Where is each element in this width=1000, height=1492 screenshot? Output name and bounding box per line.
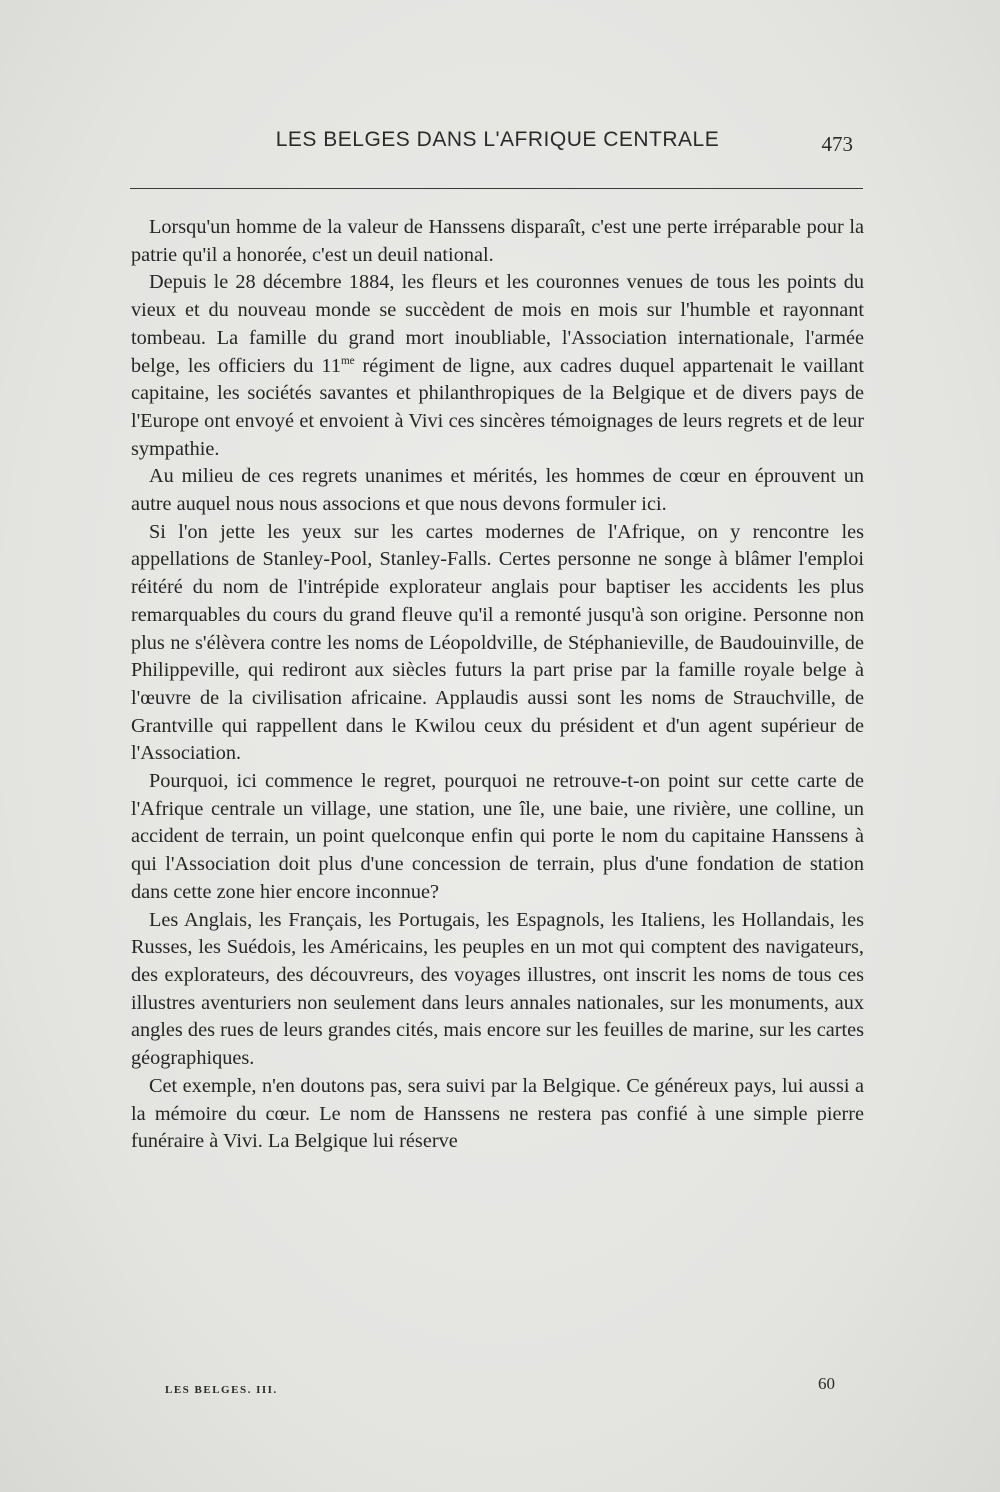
header-rule: [130, 188, 863, 189]
running-title: LES BELGES DANS L'AFRIQUE CENTRALE: [275, 128, 720, 151]
ordinal-superscript: me: [340, 354, 355, 367]
paragraph-7: Cet exemple, n'en doutons pas, sera suivi par la Belgique. Ce généreux pays, lui aussi a la mémoire du cœur. Le nom de Hanssens ne restera pas confié à une simple pierre funéraire à Vivi. La Belgique lui réserve: [131, 1074, 864, 1153]
sheet-number: 60: [818, 1374, 835, 1393]
paragraph-2-before: Depuis le 28 décembre 1884, les fleurs et les couronnes venues de tous les points du vieux et du nouveau monde se succèdent de mois en mois sur l'humble et rayonnant tombeau. La famille du grand mort inoubliable, l'Association internationale, l'armée belge, les officiers du 11: [131, 271, 864, 377]
paragraph-6: Les Anglais, les Français, les Portugais, les Espagnols, les Italiens, les Hollandais, les Russes, les Suédois, les Américains, les peuples en un mot qui comptent des navigateurs, des explorateurs, des découvreurs, des voyages illustres, ont inscrit les noms de tous ces illustres aventuriers non seulement dans leurs annales nationales, sur les monuments, aux angles des rues de leurs grandes cités, mais encore sur les feuilles de marine, sur les cartes géographiques.: [131, 908, 864, 1070]
paragraph-3: Au milieu de ces regrets unanimes et mérités, les hommes de cœur en éprouvent un autre auquel nous nous associons et que nous devons formuler ici.: [131, 465, 864, 516]
paragraph-1: Lorsqu'un homme de la valeur de Hanssens disparaît, c'est une perte irréparable pour la patrie qu'il a honorée, c'est un deuil national.: [131, 216, 864, 266]
page-footer: [165, 1374, 835, 1404]
paragraph-2-after: régiment de ligne, aux cadres duquel appartenait le vaillant capitaine, les sociétés savantes et philanthropiques de la Belgique et de divers pays de l'Europe ont envoyé et envoient à Vivi ces sincères témoignages de leurs regrets et de leur sympathie.: [131, 354, 864, 460]
body-text: [131, 214, 864, 1156]
paragraph-5: Pourquoi, ici commence le regret, pourquoi ne retrouve-t-on point sur cette carte de l'Afrique centrale un village, une station, une île, une baie, une rivière, une colline, un accident de terrain, un point quelconque enfin qui porte le nom du capitaine Hanssens à qui l'Association doit plus d'une concession de terrain, plus d'une fondation de station dans cette zone hier encore inconnue?: [131, 770, 864, 903]
signature-mark: LES BELGES. III.: [165, 1384, 278, 1396]
paragraph-2: [131, 269, 864, 463]
paragraph-4: Si l'on jette les yeux sur les cartes modernes de l'Afrique, on y rencontre les appellations de Stanley-Pool, Stanley-Falls. Certes personne ne songe à blâmer l'emploi réitéré du nom de l'intrépide explorateur anglais pour baptiser les accidents les plus remarquables du cours du grand fleuve qu'il a remonté jusqu'à son origine. Personne non plus ne s'élèvera contre les noms de Léopoldville, de Stéphanieville, de Baudouinville, de Philippeville, qui rediront aux siècles futurs la part prise par la famille royale belge à l'œuvre de la civilisation africaine. Applaudis aussi sont les noms de Strauchville, de Grantville qui rappellent dans le Kwilou ceux du président et d'un agent supérieur de l'Association.: [131, 520, 864, 765]
page-header: [130, 128, 865, 168]
page-number: 473: [821, 132, 853, 156]
